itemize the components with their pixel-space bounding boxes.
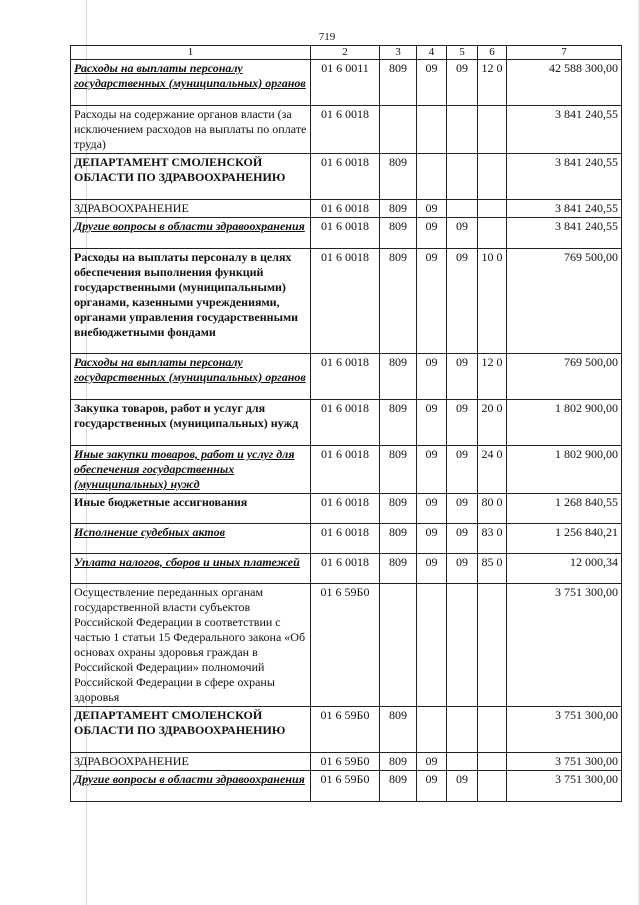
amount-cell: 3 751 300,00 <box>507 753 622 771</box>
table-row <box>71 60 622 106</box>
subsection-cell: 09 <box>447 494 478 524</box>
amount-cell: 1 802 900,00 <box>507 400 622 446</box>
expense-type-cell: 12 0 <box>478 60 507 106</box>
expense-type-cell <box>478 584 507 707</box>
section-cell: 09 <box>417 771 447 802</box>
item-name-cell: Иные закупки товаров, работ и услуг для обеспечения государственных (муниципальных) нужд <box>71 446 311 494</box>
ministry-code-cell: 809 <box>380 200 417 218</box>
section-cell: 09 <box>417 200 447 218</box>
ministry-code-cell: 809 <box>380 707 417 753</box>
table-row <box>71 446 622 494</box>
amount-cell: 42 588 300,00 <box>507 60 622 106</box>
subsection-cell <box>447 200 478 218</box>
ministry-code-cell: 809 <box>380 400 417 446</box>
table-row <box>71 154 622 200</box>
subsection-cell <box>447 707 478 753</box>
section-cell <box>417 707 447 753</box>
ministry-code-cell: 809 <box>380 771 417 802</box>
item-name-cell: Расходы на выплаты персоналу государственных (муниципальных) органов <box>71 60 311 106</box>
header-row <box>71 46 622 60</box>
table-row <box>71 584 622 707</box>
ministry-code-cell: 809 <box>380 60 417 106</box>
section-cell: 09 <box>417 554 447 584</box>
subsection-cell: 09 <box>447 771 478 802</box>
section-cell <box>417 106 447 154</box>
expense-type-cell <box>478 753 507 771</box>
expense-type-cell: 83 0 <box>478 524 507 554</box>
expense-type-cell: 10 0 <box>478 249 507 354</box>
amount-cell: 1 256 840,21 <box>507 524 622 554</box>
amount-cell: 12 000,34 <box>507 554 622 584</box>
subsection-cell: 09 <box>447 60 478 106</box>
expense-type-cell: 12 0 <box>478 354 507 400</box>
ministry-code-cell: 809 <box>380 249 417 354</box>
section-cell: 09 <box>417 400 447 446</box>
target-code-cell: 01 6 0011 <box>311 60 380 106</box>
item-name-cell: ЗДРАВООХРАНЕНИЕ <box>71 753 311 771</box>
expense-type-cell <box>478 200 507 218</box>
section-cell: 09 <box>417 524 447 554</box>
table-row <box>71 707 622 753</box>
subsection-cell: 09 <box>447 554 478 584</box>
subsection-cell <box>447 154 478 200</box>
expense-type-cell: 24 0 <box>478 446 507 494</box>
header-cell: 7 <box>507 46 622 60</box>
subsection-cell: 09 <box>447 249 478 354</box>
ministry-code-cell: 809 <box>380 524 417 554</box>
target-code-cell: 01 6 0018 <box>311 154 380 200</box>
table-row <box>71 753 622 771</box>
section-cell <box>417 584 447 707</box>
amount-cell: 1 802 900,00 <box>507 446 622 494</box>
expense-type-cell: 20 0 <box>478 400 507 446</box>
table-row <box>71 249 622 354</box>
item-name-cell: Закупка товаров, работ и услуг для государственных (муниципальных) нужд <box>71 400 311 446</box>
subsection-cell: 09 <box>447 354 478 400</box>
header-cell: 4 <box>417 46 447 60</box>
target-code-cell: 01 6 0018 <box>311 446 380 494</box>
table-row <box>71 400 622 446</box>
subsection-cell <box>447 106 478 154</box>
section-cell <box>417 154 447 200</box>
target-code-cell: 01 6 59Б0 <box>311 753 380 771</box>
ministry-code-cell <box>380 106 417 154</box>
item-name-cell: Расходы на выплаты персоналу в целях обеспечения выполнения функций государственными (муниципальными) органами, казенными учреждениями, органами управления государственными внебюджетными фондами <box>71 249 311 354</box>
target-code-cell: 01 6 59Б0 <box>311 584 380 707</box>
target-code-cell: 01 6 0018 <box>311 524 380 554</box>
target-code-cell: 01 6 0018 <box>311 249 380 354</box>
budget-table-body <box>71 46 622 802</box>
target-code-cell: 01 6 0018 <box>311 354 380 400</box>
amount-cell: 3 841 240,55 <box>507 200 622 218</box>
table-row <box>71 524 622 554</box>
table-row <box>71 554 622 584</box>
expense-type-cell <box>478 106 507 154</box>
ministry-code-cell: 809 <box>380 554 417 584</box>
expense-type-cell: 80 0 <box>478 494 507 524</box>
item-name-cell: Осуществление переданных органам государственной власти субъектов Российской Федерации в соответствии с частью 1 статьи 15 Федерального закона «Об основах охраны здоровья граждан в Российской Федерации» полномочий Российской Федерации в сфере охраны здоровья <box>71 584 311 707</box>
amount-cell: 3 841 240,55 <box>507 154 622 200</box>
item-name-cell: Другие вопросы в области здравоохранения <box>71 218 311 249</box>
ministry-code-cell: 809 <box>380 354 417 400</box>
table-row <box>71 200 622 218</box>
section-cell: 09 <box>417 494 447 524</box>
item-name-cell: Расходы на содержание органов власти (за исключением расходов на выплаты по оплате труда) <box>71 106 311 154</box>
expense-type-cell <box>478 218 507 249</box>
item-name-cell: Исполнение судебных актов <box>71 524 311 554</box>
amount-cell: 3 841 240,55 <box>507 218 622 249</box>
section-cell: 09 <box>417 60 447 106</box>
header-cell: 3 <box>380 46 417 60</box>
section-cell: 09 <box>417 753 447 771</box>
expense-type-cell <box>478 771 507 802</box>
subsection-cell <box>447 753 478 771</box>
expense-type-cell <box>478 707 507 753</box>
subsection-cell: 09 <box>447 524 478 554</box>
header-cell: 6 <box>478 46 507 60</box>
expense-type-cell <box>478 154 507 200</box>
table-row <box>71 354 622 400</box>
item-name-cell: ДЕПАРТАМЕНТ СМОЛЕНСКОЙ ОБЛАСТИ ПО ЗДРАВООХРАНЕНИЮ <box>71 154 311 200</box>
subsection-cell: 09 <box>447 218 478 249</box>
expense-type-cell: 85 0 <box>478 554 507 584</box>
ministry-code-cell: 809 <box>380 753 417 771</box>
target-code-cell: 01 6 0018 <box>311 554 380 584</box>
header-cell: 5 <box>447 46 478 60</box>
target-code-cell: 01 6 0018 <box>311 200 380 218</box>
table-row <box>71 494 622 524</box>
item-name-cell: Расходы на выплаты персоналу государственных (муниципальных) органов <box>71 354 311 400</box>
item-name-cell: Уплата налогов, сборов и иных платежей <box>71 554 311 584</box>
section-cell: 09 <box>417 446 447 494</box>
subsection-cell: 09 <box>447 446 478 494</box>
section-cell: 09 <box>417 354 447 400</box>
budget-table <box>70 45 622 802</box>
page-number: 719 <box>318 31 336 43</box>
amount-cell: 3 751 300,00 <box>507 771 622 802</box>
target-code-cell: 01 6 0018 <box>311 106 380 154</box>
amount-cell: 3 841 240,55 <box>507 106 622 154</box>
target-code-cell: 01 6 59Б0 <box>311 771 380 802</box>
table-row <box>71 218 622 249</box>
table-row <box>71 771 622 802</box>
target-code-cell: 01 6 0018 <box>311 400 380 446</box>
ministry-code-cell: 809 <box>380 218 417 249</box>
ministry-code-cell <box>380 584 417 707</box>
amount-cell: 3 751 300,00 <box>507 707 622 753</box>
table-row <box>71 106 622 154</box>
item-name-cell: Другие вопросы в области здравоохранения <box>71 771 311 802</box>
header-cell: 2 <box>311 46 380 60</box>
ministry-code-cell: 809 <box>380 446 417 494</box>
item-name-cell: ДЕПАРТАМЕНТ СМОЛЕНСКОЙ ОБЛАСТИ ПО ЗДРАВООХРАНЕНИЮ <box>71 707 311 753</box>
section-cell: 09 <box>417 218 447 249</box>
subsection-cell <box>447 584 478 707</box>
ministry-code-cell: 809 <box>380 154 417 200</box>
target-code-cell: 01 6 59Б0 <box>311 707 380 753</box>
item-name-cell: ЗДРАВООХРАНЕНИЕ <box>71 200 311 218</box>
amount-cell: 3 751 300,00 <box>507 584 622 707</box>
subsection-cell: 09 <box>447 400 478 446</box>
amount-cell: 1 268 840,55 <box>507 494 622 524</box>
amount-cell: 769 500,00 <box>507 249 622 354</box>
target-code-cell: 01 6 0018 <box>311 218 380 249</box>
section-cell: 09 <box>417 249 447 354</box>
ministry-code-cell: 809 <box>380 494 417 524</box>
amount-cell: 769 500,00 <box>507 354 622 400</box>
header-cell: 1 <box>71 46 311 60</box>
target-code-cell: 01 6 0018 <box>311 494 380 524</box>
item-name-cell: Иные бюджетные ассигнования <box>71 494 311 524</box>
